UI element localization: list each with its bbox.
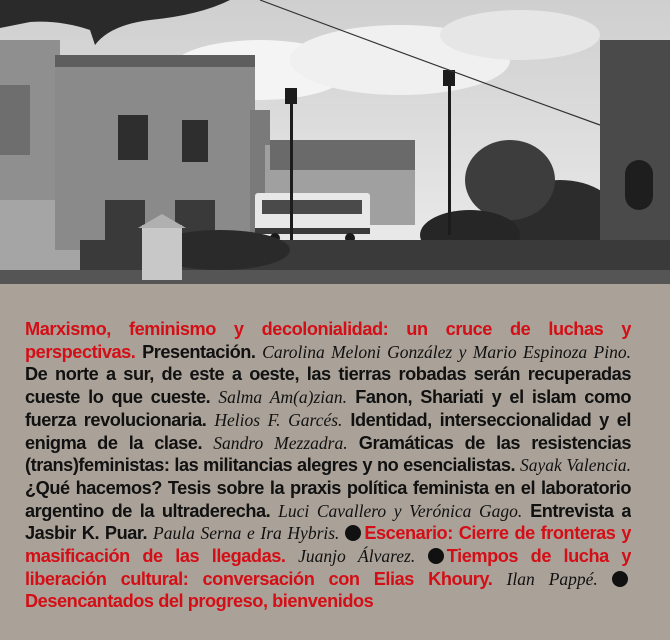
toc-author-5: Sayak Valencia. bbox=[519, 455, 631, 476]
toc-author-2: Salma Am(a)zian. bbox=[218, 387, 348, 408]
toc-title-8: Cierre de fronteras y masificación de las llegadas. bbox=[25, 523, 631, 567]
cover-photo bbox=[0, 0, 670, 284]
bullet-icon bbox=[428, 548, 444, 564]
toc-author-1: Carolina Meloni González y Mario Espinoza Pino. bbox=[262, 341, 631, 362]
bullet-icon bbox=[345, 525, 361, 541]
toc-author-4: Sandro Mezzadra. bbox=[213, 432, 348, 453]
bullet-icon bbox=[612, 571, 628, 587]
toc-section-escenario: Escenario: bbox=[364, 523, 453, 544]
toc-author-6: Luci Cavallero y Verónica Gago. bbox=[278, 500, 523, 521]
toc-title-5: Gramáticas de las resistencias (trans)feministas: las militancias alegres y no esencialistas. bbox=[25, 432, 631, 476]
toc-title-3: Fanon, Shariati y el islam como fuerza revolucionaria. bbox=[25, 387, 631, 430]
toc-title-7: Entrevista a Jasbir K. Puar. bbox=[25, 500, 631, 544]
toc-author-3: Helios F. Garcés. bbox=[214, 409, 343, 430]
toc-author-7: Paula Serna e Ira Hybris. bbox=[153, 523, 340, 544]
toc-author-8: Juanjo Álvarez. bbox=[298, 546, 416, 567]
toc-title-6: ¿Qué hacemos? Tesis sobre la praxis política feminista en el laboratorio argentino de la ultraderecha. bbox=[25, 477, 631, 521]
toc-title-2: De norte a sur, de este a oeste, las tierras robadas serán recuperadas cueste lo que cueste. bbox=[25, 364, 631, 408]
toc-title-4: Identidad, interseccionalidad y el enigma de la clase. bbox=[25, 409, 631, 453]
toc-title-1b: Presentación. bbox=[142, 341, 256, 362]
toc-title-9: Tiempos de lucha y liberación cultural: conversación con Elias Khoury. bbox=[25, 546, 631, 589]
table-of-contents bbox=[25, 318, 631, 640]
toc-title-10: Desencantados del progreso, bienvenidos bbox=[25, 591, 374, 612]
toc-author-9: Ilan Pappé. bbox=[506, 568, 598, 589]
toc-title-1: Marxismo, feminismo y decolonialidad: un cruce de luchas y perspectivas. bbox=[25, 319, 631, 362]
street-scene-image bbox=[0, 0, 670, 284]
